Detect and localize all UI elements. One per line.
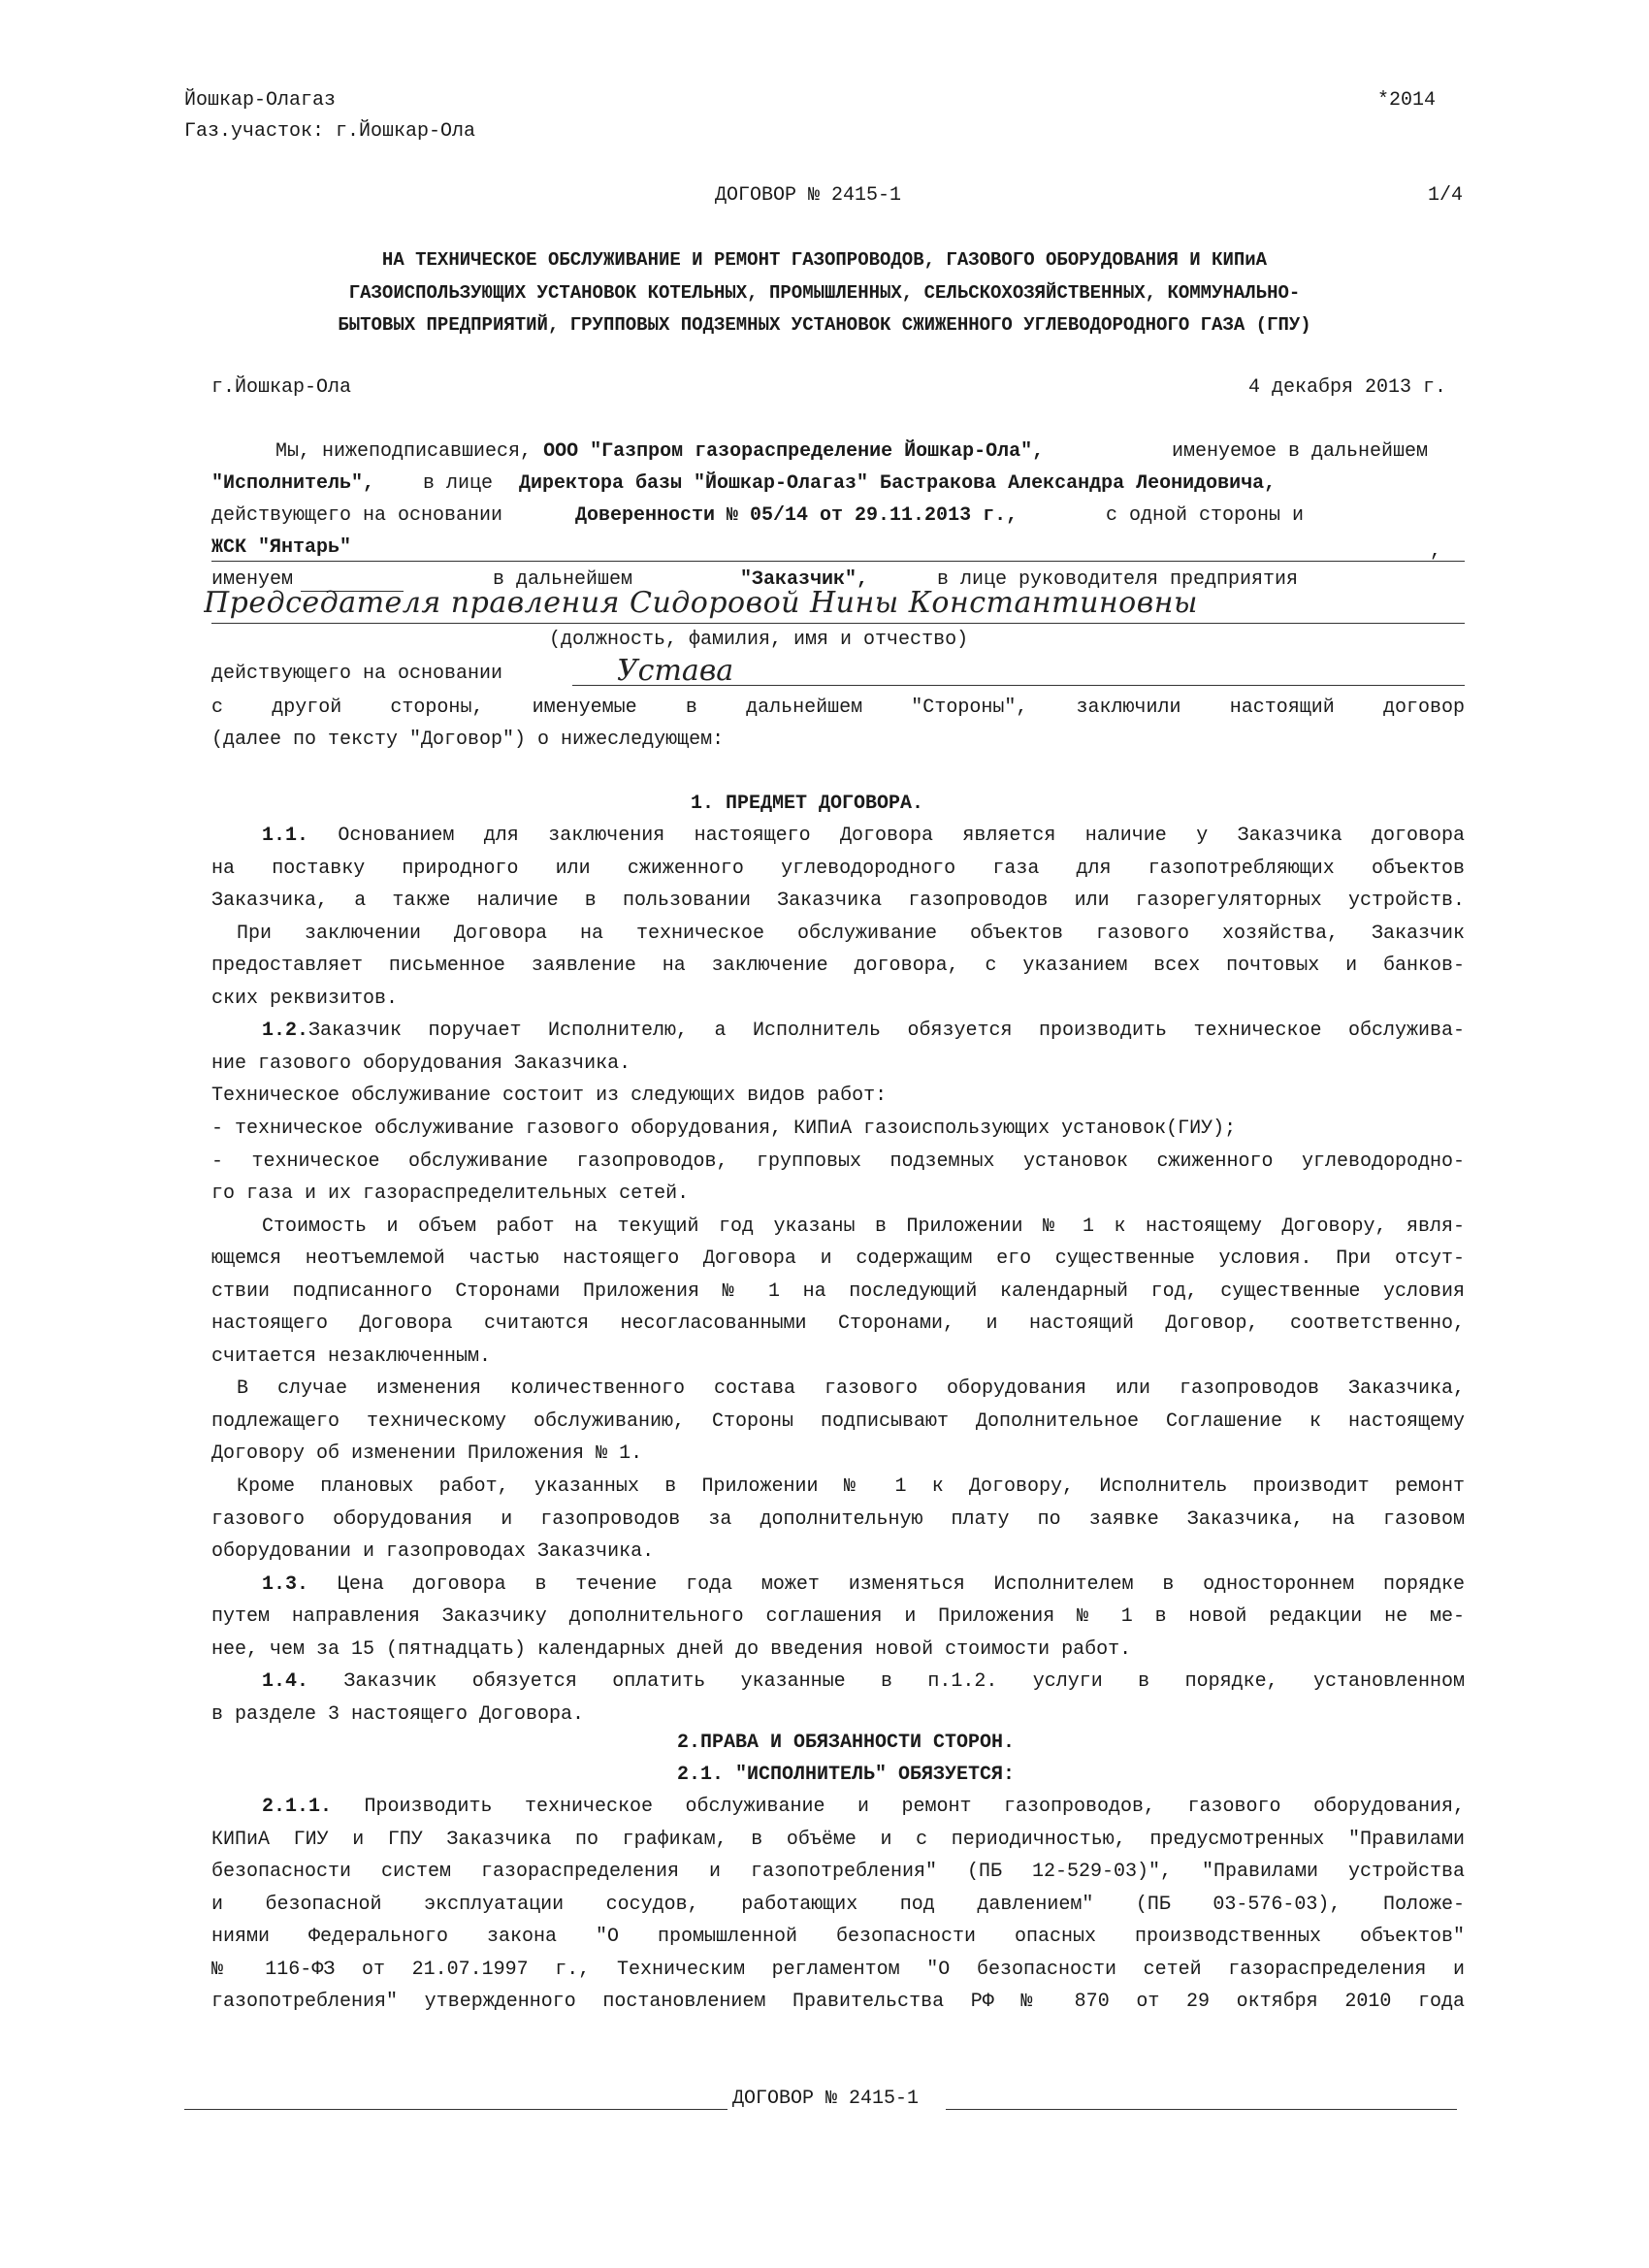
clause-number: 1.3. [262, 1572, 309, 1596]
contract-title: ДОГОВОР № 2415-1 [715, 184, 902, 207]
preamble-acting: действующего на основании [211, 504, 503, 527]
page-number: 1/4 [1428, 184, 1464, 207]
s1-line: на поставку природного или сжиженного углеводородного газа для газопотребляющих объектов [211, 857, 1465, 880]
customer-comma: , [1430, 540, 1442, 563]
footer-contract: ДОГОВОР № 2415-1 [732, 2088, 920, 2110]
signer-underline [211, 623, 1465, 624]
s1-line [262, 1573, 1465, 1597]
s1-line: ствии подписанного Сторонами Приложения № 1 на последующий календарный год, существенные условия [211, 1280, 1465, 1303]
s1-line: В случае изменения количественного состава газового оборудования или газопроводов Заказчика, [237, 1377, 1465, 1401]
customer-role: "Заказчик", [740, 568, 869, 591]
s1-line: Кроме плановых работ, указанных в Приложении № 1 к Договору, Исполнитель производит ремонт [237, 1475, 1465, 1498]
subject-line-2: ГАЗОИСПОЛЬЗУЮЩИХ УСТАНОВОК КОТЕЛЬНЫХ, ПРОМЫШЛЕННЫХ, СЕЛЬСКОХОЗЯЙСТВЕННЫХ, КОММУНАЛЬНО- [348, 282, 1301, 304]
section-1-heading: 1. ПРЕДМЕТ ДОГОВОРА. [691, 793, 924, 815]
preamble-we: Мы, нижеподписавшиеся, [275, 440, 533, 463]
basis-handwritten: Устава [617, 654, 734, 688]
clause-text: Заказчик обязуется оплатить указанные в п.1.2. услуги в порядке, установленном [308, 1670, 1465, 1694]
s1-line: го газа и их газораспределительных сетей. [211, 1183, 690, 1206]
s1-line: Техническое обслуживание состоит из следующих видов работ: [211, 1085, 888, 1108]
signer-handwritten: Председателя правления Сидоровой Нины Константиновны [204, 586, 1198, 620]
preamble-further: в дальнейшем [493, 568, 633, 591]
s1-line: газового оборудования и газопроводов за дополнительную плату по заявке Заказчика, на газовом [211, 1507, 1465, 1531]
signer-caption: (должность, фамилия, имя и отчество) [549, 629, 969, 651]
basis-underline [572, 685, 1465, 686]
clause-number: 2.1.1. [262, 1796, 333, 1818]
clause-number: 1.1. [262, 825, 309, 847]
s1-line: оборудовании и газопроводах Заказчика. [211, 1540, 655, 1564]
clause-text: Основанием для заключения настоящего Договора является наличие у Заказчика договора [308, 825, 1465, 847]
preamble-one-side: с одной стороны и [1106, 504, 1305, 527]
preamble-named-2: именуем [211, 568, 294, 591]
preamble-hereinafter: (далее по тексту "Договор") о нижеследующем: [211, 729, 725, 751]
gas-section: Газ.участок: г.Йошкар-Ола [184, 120, 476, 143]
s2-line [262, 1796, 1465, 1819]
s1-line: Заказчика, а также наличие в пользовании Заказчика газопроводов или газорегуляторных устройств. [211, 890, 1465, 913]
s1-line: нее, чем за 15 (пятнадцать) календарных дней до введения новой стоимости работ. [211, 1637, 1132, 1661]
preamble-head: в лице руководителя предприятия [937, 568, 1299, 591]
s1-line: - техническое обслуживание газопроводов, групповых подземных установок сжиженного углеводородно- [211, 1150, 1465, 1173]
subject-line-3: БЫТОВЫХ ПРЕДПРИЯТИЙ, ГРУППОВЫХ ПОДЗЕМНЫХ УСТАНОВОК СЖИЖЕННОГО УГЛЕВОДОРОДНОГО ГАЗА (ГПУ) [338, 314, 1311, 336]
clause-text: Заказчик поручает Исполнителю, а Исполнитель обязуется производить техническое обслужива- [308, 1020, 1465, 1043]
year-mark: *2014 [1377, 89, 1437, 112]
customer-name: ЖСК "Янтарь" [211, 536, 352, 559]
s2-line: и безопасной эксплуатации сосудов, работающих под давлением" (ПБ 03-576-03), Положе- [211, 1893, 1465, 1916]
customer-underline [211, 561, 1465, 562]
s1-line: путем направления Заказчику дополнительного соглашения и Приложения № 1 в новой редакции не ме- [211, 1605, 1465, 1629]
footer-rule-right [946, 2109, 1457, 2110]
s1-line: При заключении Договора на техническое обслуживание объектов газового хозяйства, Заказчик [237, 922, 1465, 945]
preamble-named: именуемое в дальнейшем [1172, 440, 1429, 463]
s2-line: ниями Федерального закона "О промышленной безопасности опасных производственных объектов" [211, 1926, 1465, 1948]
footer-rule-left [184, 2109, 728, 2110]
s1-line [262, 825, 1465, 848]
s1-line: подлежащего техническому обслуживанию, Стороны подписывают Дополнительное Соглашение к настоящему [211, 1409, 1465, 1433]
section-2-1-heading: 2.1. "ИСПОЛНИТЕЛЬ" ОБЯЗУЕТСЯ: [677, 1764, 1016, 1786]
section-2-heading: 2.ПРАВА И ОБЯЗАННОСТИ СТОРОН. [677, 1732, 1016, 1754]
executor-company: ООО "Газпром газораспределение Йошкар-Ола", [543, 440, 1045, 463]
s2-line: безопасности систем газораспределения и газопотребления" (ПБ 12-529-03)", "Правилами устройства [211, 1861, 1465, 1883]
s1-line: Договору об изменении Приложения № 1. [211, 1442, 643, 1466]
s1-line: в разделе 3 настоящего Договора. [211, 1702, 585, 1726]
executor-representative: Директора базы "Йошкар-Олагаз" Бастракова Александра Леонидовича, [519, 472, 1277, 495]
s2-line: № 116-ФЗ от 21.07.1997 г., Техническим регламентом "О безопасности сетей газораспределения и [211, 1958, 1465, 1981]
s1-line: Стоимость и объем работ на текущий год указаны в Приложении № 1 к настоящему Договору, явля- [262, 1215, 1465, 1238]
subject-line-1: НА ТЕХНИЧЕСКОЕ ОБСЛУЖИВАНИЕ И РЕМОНТ ГАЗОПРОВОДОВ, ГАЗОВОГО ОБОРУДОВАНИЯ И КИПиА [381, 249, 1268, 271]
preamble-basis: действующего на основании [211, 663, 503, 685]
preamble-in-person: в лице [423, 472, 494, 495]
clause-number: 1.2. [262, 1020, 309, 1043]
executor-authority: Доверенности № 05/14 от 29.11.2013 г., [575, 504, 1018, 527]
s1-line: ние газового оборудования Заказчика. [211, 1052, 631, 1075]
s1-line [262, 1020, 1465, 1043]
s1-line: считается незаключенным. [211, 1345, 492, 1368]
executor-role: "Исполнитель", [211, 472, 375, 495]
contract-place: г.Йошкар-Ола [211, 376, 352, 399]
s1-line: ющемся неотъемлемой частью настоящего Договора и содержащим его существенные условия. При отсут- [211, 1247, 1465, 1271]
s1-line [262, 1670, 1465, 1694]
s1-line: - техническое обслуживание газового оборудования, КИПиА газоиспользующих установок(ГИУ); [211, 1117, 1237, 1140]
s1-line: предоставляет письменное заявление на заключение договора, с указанием всех почтовых и банков- [211, 955, 1465, 978]
s1-line: ских реквизитов. [211, 987, 399, 1010]
org-name: Йошкар-Олагаз [184, 89, 337, 112]
s1-line: настоящего Договора считаются несогласованными Сторонами, и настоящий Договор, соответственно, [211, 1312, 1465, 1336]
s2-line: КИПиА ГИУ и ГПУ Заказчика по графикам, в объёме и с периодичностью, предусмотренных "Правилами [211, 1828, 1465, 1851]
clause-text: Цена договора в течение года может изменяться Исполнителем в одностороннем порядке [308, 1572, 1465, 1596]
s2-line: газопотребления" утвержденного постановлением Правительства РФ № 870 от 29 октября 2010 года [211, 1991, 1465, 2013]
preamble-other-side: с другой стороны, именуемые в дальнейшем "Стороны", заключили настоящий договор [211, 697, 1465, 719]
clause-text: Производить техническое обслуживание и ремонт газопроводов, газового оборудования, [332, 1796, 1465, 1818]
contract-date: 4 декабря 2013 г. [1248, 376, 1447, 399]
clause-number: 1.4. [262, 1670, 309, 1694]
